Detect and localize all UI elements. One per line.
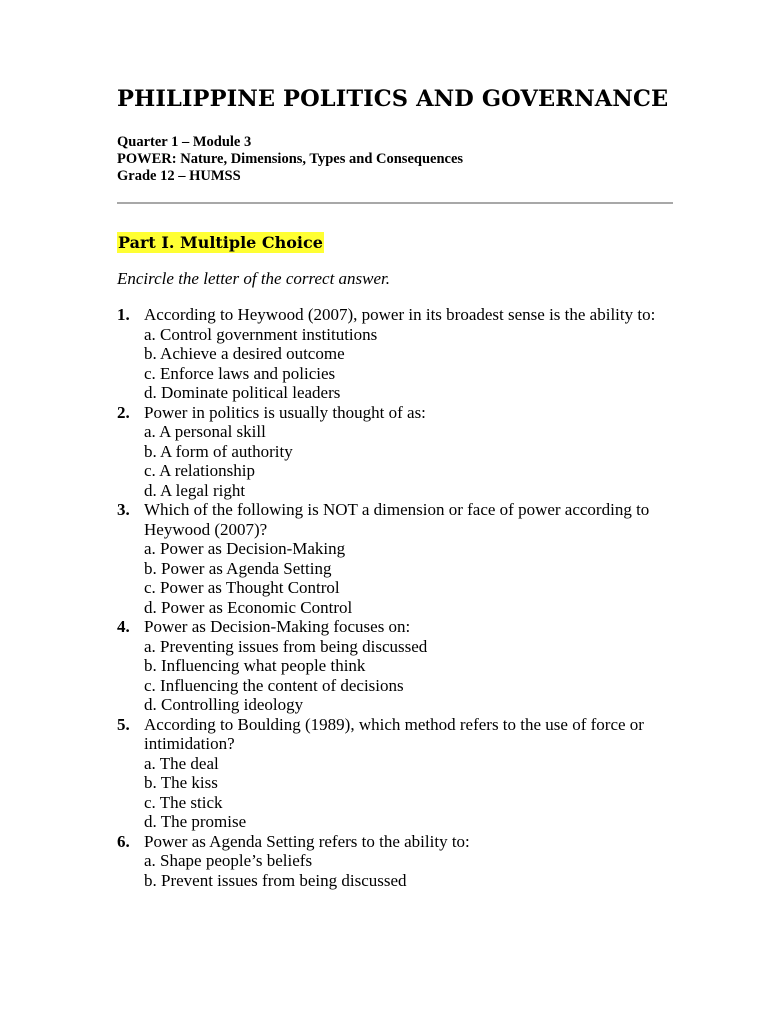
document-meta [117, 134, 673, 185]
answer-choice[interactable]: b. A form of authority [144, 441, 293, 461]
question-number: 1. [117, 305, 130, 324]
answer-choice[interactable]: d. The promise [144, 812, 247, 831]
question-item [117, 832, 673, 891]
instruction-text: Encircle the letter of the correct answer. [117, 269, 391, 288]
question-text: Power as Agenda Setting refers to the ability to: [144, 831, 470, 851]
answer-choice[interactable]: b. Achieve a desired outcome [144, 344, 345, 363]
answer-choice[interactable]: c. A relationship [144, 461, 255, 480]
answer-choice[interactable]: b. Power as Agenda Setting [144, 558, 332, 578]
meta-grade: Grade 12 – HUMSS [117, 168, 241, 184]
answer-choice[interactable]: d. A legal right [144, 480, 246, 500]
question-list [117, 305, 673, 890]
question-item [117, 305, 673, 403]
question-text: Power as Decision-Making focuses on: [144, 617, 411, 636]
answer-choice[interactable]: a. Power as Decision-Making [144, 539, 346, 558]
question-item [117, 617, 673, 715]
question-text: According to Heywood (2007), power in its broadest sense is the ability to: [144, 305, 656, 324]
answer-choice[interactable]: a. Shape people’s beliefs [144, 851, 313, 870]
answer-choice[interactable]: b. Prevent issues from being discussed [144, 870, 407, 890]
answer-choice[interactable]: b. Influencing what people think [144, 656, 366, 675]
document-title: PHILIPPINE POLITICS AND GOVERNANCE [117, 86, 669, 112]
question-text: Power in politics is usually thought of as: [144, 402, 426, 422]
answer-choice[interactable]: a. The deal [144, 753, 219, 773]
question-item [117, 715, 673, 832]
question-number: 3. [117, 500, 130, 519]
question-number: 5. [117, 714, 130, 734]
answer-choice[interactable]: c. Power as Thought Control [144, 578, 340, 597]
answer-choice[interactable]: d. Controlling ideology [144, 695, 304, 714]
answer-choice[interactable]: a. Preventing issues from being discussed [144, 636, 428, 656]
meta-topic: POWER: Nature, Dimensions, Types and Consequences [117, 151, 464, 167]
question-item [117, 403, 673, 501]
document-page [117, 86, 673, 890]
horizontal-divider [117, 202, 673, 204]
question-item [117, 500, 673, 617]
answer-choice[interactable]: d. Dominate political leaders [144, 383, 341, 402]
question-number: 6. [117, 831, 130, 851]
answer-choice[interactable]: d. Power as Economic Control [144, 597, 353, 617]
question-text: According to Boulding (1989), which method refers to the use of force or intimidation? [144, 714, 644, 753]
part-heading: Part I. Multiple Choice [118, 233, 323, 252]
meta-quarter-module: Quarter 1 – Module 3 [117, 134, 252, 150]
answer-choice[interactable]: c. Enforce laws and policies [144, 363, 336, 383]
question-number: 4. [117, 617, 130, 636]
answer-choice[interactable]: c. The stick [144, 792, 223, 812]
question-number: 2. [117, 402, 130, 422]
answer-choice[interactable]: b. The kiss [144, 773, 218, 792]
answer-choice[interactable]: a. Control government institutions [144, 324, 378, 344]
question-text: Which of the following is NOT a dimension or face of power according to Heywood (2007)? [144, 500, 650, 539]
answer-choice[interactable]: c. Influencing the content of decisions [144, 675, 404, 695]
answer-choice[interactable]: a. A personal skill [144, 422, 266, 441]
